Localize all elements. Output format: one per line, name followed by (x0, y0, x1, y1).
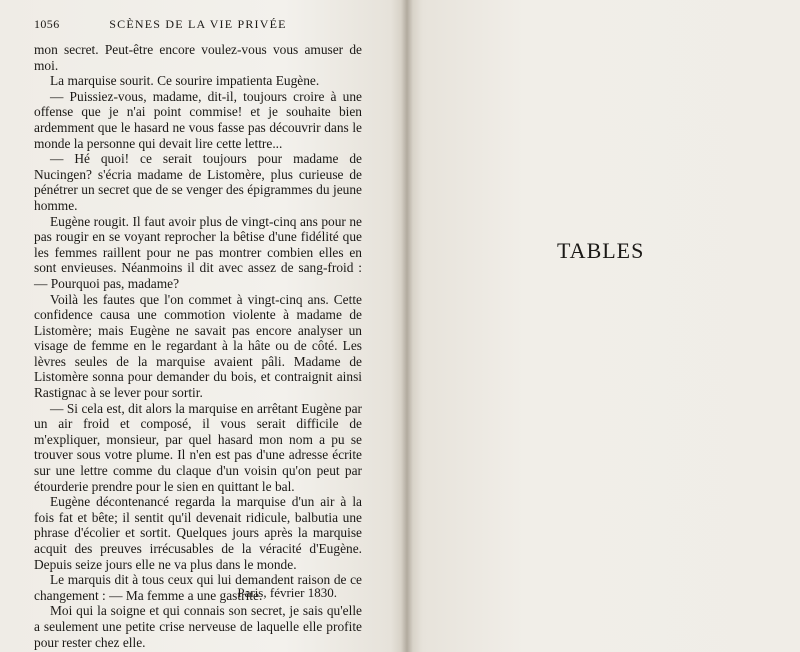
section-title: TABLES (557, 238, 645, 263)
right-page (407, 0, 800, 652)
running-head (34, 17, 362, 33)
paragraph: — Hé quoi! ce serait toujours pour madame de Nucingen? s'écria madame de Listomère, plus curieuse de pénétrer un secret que de se venger des épigrammes du jeune homme. (34, 151, 362, 213)
paragraph: mon secret. Peut-être encore voulez-vous vous amuser de moi. (34, 42, 362, 73)
running-title: SCÈNES DE LA VIE PRIVÉE (109, 17, 287, 31)
paragraph: Voilà les fautes que l'on commet à vingt-cinq ans. Cette confidence causa une commotion violente à madame de Listomère; mais Eugène ne savait pas encore analyser un visage de femme en le regardant à la hâte ou de côté. Les lèvres seules de la marquise avaient pâli. Madame de Listomère sonna pour demander du bois, et contraignit ainsi Rastignac à se lever pour sortir. (34, 291, 362, 401)
paragraph: Moi qui la soigne et qui connais son secret, je sais qu'elle a seulement une petite crise nerveuse de laquelle elle profite pour rester chez elle. (34, 603, 362, 650)
paragraph: La marquise sourit. Ce sourire impatienta Eugène. (50, 73, 320, 89)
paragraph: — Puissiez-vous, madame, dit-il, toujours croire à une offense que je n'ai point commise! et je souhaite bien ardemment que le hasard ne vous fasse pas découvrir dans le monde la personne qui devait lire cette lettre... (34, 88, 362, 151)
page-number: 1056 (34, 17, 60, 31)
paragraph: Eugène décontenancé regarda la marquise d'un air à la fois fat et bête; il sentit qu'il devenait ridicule, balbutia une phrase d'écolier et sortit. Quelques jours après la marquise acquit des preuves irrécusables de la véracité d'Eugène. Depuis seize jours elle ne va plus dans le monde. (34, 494, 362, 572)
paragraph: Le marquis dit à tous ceux qui lui demandent raison de ce changement : — Ma femme a une gastrite. (34, 572, 362, 603)
body-text (34, 42, 362, 650)
paragraph: — Si cela est, dit alors la marquise en arrêtant Eugène par un air froid et composé, il vous serait difficile de m'expliquer, monsieur, par quel hasard mon nom a pu se trouver sous votre plume. Il n'en est pas d'une adresse écrite sur une lettre comme du claque d'un voisin qu'on peut par étourderie prendre pour le sien en quittant le bal. (34, 400, 362, 494)
signoff-date: Paris, février 1830. (237, 585, 337, 600)
paragraph: Eugène rougit. Il faut avoir plus de vingt-cinq ans pour ne pas rougir en se voyant reprocher la bêtise d'une fidélité que les femmes raillent pour ne pas montrer combien elles en sont envieuses. Néanmoins il dit avec assez de sang-froid : — Pourquoi pas, madame? (34, 213, 362, 291)
